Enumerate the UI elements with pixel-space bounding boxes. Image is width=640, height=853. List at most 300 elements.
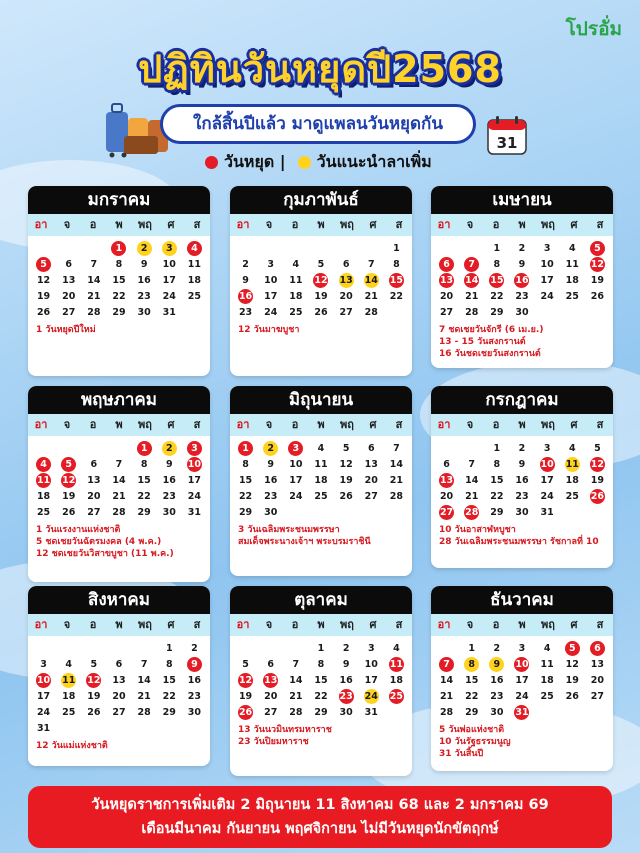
holiday-note: 23 วันปิยมหาราช [238, 737, 309, 747]
day-cell [535, 240, 560, 256]
empty-cell [81, 240, 106, 256]
day-cell [535, 272, 560, 288]
day-number: 2 [493, 642, 501, 654]
day-cell [585, 288, 610, 304]
day-cell [132, 688, 157, 704]
day-cell [459, 456, 484, 472]
day-cell [233, 288, 258, 304]
day-cell [106, 472, 131, 488]
weekday-header [28, 414, 210, 436]
day-number: 13 [590, 658, 605, 670]
holiday-day: 23 [339, 690, 353, 702]
holiday-notes [28, 736, 210, 756]
day-cell [182, 472, 207, 488]
day-number: 13 [364, 458, 378, 470]
day-number: 16 [264, 474, 278, 486]
holiday-note: 12 วันมาฆบูชา [238, 325, 300, 335]
day-number: 27 [264, 706, 278, 718]
day-number: 12 [36, 274, 51, 286]
day-number: 22 [389, 290, 404, 302]
weekday-label: พ [115, 218, 123, 231]
suggested-leave-day: 14 [364, 274, 378, 286]
day-number: 20 [112, 690, 126, 702]
day-cell [308, 672, 333, 688]
day-number: 26 [590, 290, 605, 302]
day-cell [31, 272, 56, 288]
weekday-label: ส [596, 618, 604, 631]
day-number: 4 [543, 642, 551, 654]
day-number: 15 [238, 474, 253, 486]
weekday-label: อา [236, 218, 250, 231]
day-number: 20 [87, 490, 101, 502]
weekday-label: ส [193, 418, 201, 431]
suggested-leave-day: 9 [489, 657, 504, 672]
day-number: 27 [364, 490, 378, 502]
day-cell [258, 672, 283, 688]
day-cell [31, 456, 56, 472]
day-number: 31 [540, 506, 554, 518]
weekday-label: ส [596, 218, 604, 231]
day-cell [233, 488, 258, 504]
holiday-day: 10 [515, 658, 529, 670]
holiday-day: 26 [590, 490, 605, 502]
day-number: 28 [364, 306, 378, 318]
day-number: 2 [518, 442, 526, 454]
day-number: 29 [490, 506, 504, 518]
day-number: 22 [490, 490, 504, 502]
day-number: 26 [314, 306, 328, 318]
weekday-label: พฤ [340, 618, 354, 631]
holiday-note: สมเด็จพระนางเจ้าฯ พระบรมราชินี [238, 537, 371, 547]
day-grid [28, 236, 210, 320]
month-name: มกราคม [28, 186, 210, 214]
day-cell [384, 456, 409, 472]
holiday-day: 26 [238, 706, 253, 718]
day-number: 30 [264, 506, 278, 518]
day-cell [560, 240, 585, 256]
day-number: 4 [317, 442, 325, 454]
day-cell [384, 240, 409, 256]
day-cell [283, 672, 308, 688]
weekday-label: พฤ [541, 218, 555, 231]
day-number: 17 [36, 690, 51, 702]
day-number: 18 [314, 474, 328, 486]
day-cell [459, 672, 484, 688]
day-number: 23 [515, 290, 529, 302]
day-number: 3 [267, 258, 275, 270]
holiday-note: 3 วันเฉลิมพระชนมพรรษา [238, 525, 340, 535]
day-cell [81, 656, 106, 672]
day-cell [81, 504, 106, 520]
empty-cell [106, 440, 131, 456]
footer-line-1: วันหยุดราชการเพิ่มเติม 2 มิถุนายน 11 สิงหาคม 68 และ 2 มกราคม 69 [91, 797, 549, 813]
day-number: 6 [115, 658, 123, 670]
day-grid [230, 636, 412, 720]
day-number: 14 [465, 474, 479, 486]
day-number: 8 [317, 658, 325, 670]
day-cell [359, 256, 384, 272]
day-number: 14 [137, 674, 151, 686]
empty-cell [81, 640, 106, 656]
holiday-dot-icon [205, 156, 218, 169]
holiday-day: 3 [187, 441, 202, 456]
day-number: 8 [165, 658, 173, 670]
day-number: 6 [367, 442, 375, 454]
empty-cell [31, 240, 56, 256]
day-number: 24 [540, 490, 554, 502]
day-cell [334, 288, 359, 304]
day-number: 22 [490, 290, 504, 302]
day-number: 29 [465, 706, 479, 718]
weekday-label: ส [596, 418, 604, 431]
day-number: 21 [465, 490, 479, 502]
day-number: 20 [364, 474, 378, 486]
day-cell [434, 672, 459, 688]
empty-cell [233, 240, 258, 256]
weekday-label: ศ [570, 418, 578, 431]
holiday-note: 1 วันแรงงานแห่งชาติ [36, 525, 121, 535]
calendar-icon-number: 31 [496, 134, 518, 152]
day-cell [560, 456, 585, 472]
day-cell [56, 704, 81, 720]
day-cell [560, 488, 585, 504]
day-number: 20 [439, 490, 454, 502]
day-number: 2 [191, 642, 198, 654]
day-cell [308, 488, 333, 504]
day-cell [31, 688, 56, 704]
day-cell [132, 440, 157, 456]
holiday-day: 4 [187, 241, 202, 256]
day-number: 23 [490, 690, 504, 702]
day-number: 14 [289, 674, 303, 686]
holiday-day: 13 [439, 474, 454, 486]
day-number: 19 [62, 490, 76, 502]
day-number: 15 [490, 474, 504, 486]
month-card [28, 186, 210, 376]
day-cell [585, 656, 610, 672]
day-cell [484, 488, 509, 504]
day-cell [233, 656, 258, 672]
day-number: 9 [518, 258, 526, 270]
day-number: 15 [465, 674, 479, 686]
day-cell [157, 688, 182, 704]
weekday-label: ศ [369, 418, 377, 431]
day-cell [157, 704, 182, 720]
empty-cell [434, 240, 459, 256]
day-cell [509, 672, 534, 688]
day-cell [384, 656, 409, 672]
day-number: 7 [90, 258, 98, 270]
day-number: 8 [493, 258, 501, 270]
weekday-label: อา [236, 618, 250, 631]
weekday-label: จ [63, 418, 71, 431]
day-cell [258, 272, 283, 288]
day-number: 22 [112, 290, 126, 302]
day-number: 20 [62, 290, 76, 302]
day-number: 2 [342, 642, 350, 654]
day-number: 5 [90, 658, 98, 670]
day-number: 6 [342, 258, 350, 270]
day-cell [233, 256, 258, 272]
day-number: 8 [393, 258, 400, 270]
day-number: 5 [317, 258, 325, 270]
day-cell [157, 672, 182, 688]
holiday-day: 16 [515, 274, 529, 286]
holiday-note: 12 ชดเชยวันวิสาขบูชา (11 พ.ค.) [36, 549, 174, 559]
weekday-label: พ [317, 418, 325, 431]
weekday-label: อา [437, 218, 451, 231]
weekday-label: ศ [369, 218, 377, 231]
day-cell [308, 272, 333, 288]
day-number: 6 [90, 458, 98, 470]
weekday-label: ศ [167, 618, 175, 631]
day-number: 2 [242, 258, 249, 270]
holiday-day: 6 [439, 257, 454, 272]
day-cell [560, 672, 585, 688]
day-number: 18 [389, 674, 404, 686]
day-number: 18 [187, 274, 202, 286]
day-number: 19 [565, 674, 579, 686]
weekday-label: ศ [570, 218, 578, 231]
day-number: 5 [594, 442, 601, 454]
day-grid [230, 236, 412, 320]
day-number: 16 [515, 474, 529, 486]
day-number: 28 [289, 706, 303, 718]
day-cell [258, 688, 283, 704]
day-number: 27 [87, 506, 101, 518]
weekday-label: ส [193, 618, 201, 631]
weekday-label: พ [518, 218, 526, 231]
day-cell [560, 272, 585, 288]
day-cell [359, 440, 384, 456]
empty-cell [106, 640, 131, 656]
day-cell [359, 688, 384, 704]
holiday-notes [230, 520, 412, 552]
day-cell [81, 688, 106, 704]
weekday-label: พฤ [340, 418, 354, 431]
day-number: 30 [490, 706, 504, 718]
weekday-label: อ [89, 618, 97, 631]
day-number: 14 [87, 274, 101, 286]
day-cell [535, 256, 560, 272]
day-cell [560, 472, 585, 488]
day-number: 17 [364, 674, 378, 686]
day-number: 18 [289, 290, 303, 302]
empty-cell [56, 440, 81, 456]
month-card [431, 386, 613, 568]
empty-cell [233, 640, 258, 656]
day-number: 10 [289, 458, 303, 470]
day-cell [157, 488, 182, 504]
day-number: 17 [264, 290, 278, 302]
day-number: 25 [187, 290, 202, 302]
day-cell [334, 304, 359, 320]
holiday-day: 28 [465, 506, 479, 518]
day-grid [28, 436, 210, 520]
weekday-label: พ [115, 618, 123, 631]
day-number: 4 [292, 258, 300, 270]
weekday-label: พฤ [138, 618, 152, 631]
day-cell [31, 256, 56, 272]
day-number: 10 [264, 274, 278, 286]
day-number: 17 [515, 674, 529, 686]
holiday-day: 16 [238, 290, 253, 302]
day-cell [585, 440, 610, 456]
day-number: 11 [289, 274, 303, 286]
day-number: 25 [289, 306, 303, 318]
day-cell [81, 304, 106, 320]
day-number: 31 [36, 722, 51, 734]
holiday-day: 15 [490, 274, 504, 286]
day-cell [535, 288, 560, 304]
legend-suggested-label: วันแนะนำลาเพิ่ม [316, 152, 432, 171]
day-cell [81, 256, 106, 272]
day-cell [535, 672, 560, 688]
empty-cell [56, 240, 81, 256]
day-cell [56, 504, 81, 520]
day-cell [283, 440, 308, 456]
day-cell [157, 240, 182, 256]
day-cell [484, 656, 509, 672]
day-cell [459, 472, 484, 488]
day-cell [106, 272, 131, 288]
day-cell [106, 240, 131, 256]
weekday-label: พ [115, 418, 123, 431]
day-number: 31 [187, 506, 202, 518]
weekday-label: ศ [167, 418, 175, 431]
day-number: 8 [115, 258, 123, 270]
weekday-header [230, 214, 412, 236]
footer-line-2: เดือนมีนาคม กันยายน พฤศจิกายน ไม่มีวันหยุดนักขัตฤกษ์ [141, 821, 499, 837]
day-number: 13 [87, 474, 101, 486]
day-cell [132, 304, 157, 320]
holiday-notes [28, 520, 210, 564]
day-cell [258, 504, 283, 520]
weekday-label: จ [466, 218, 474, 231]
day-cell [56, 488, 81, 504]
day-cell [233, 688, 258, 704]
day-cell [283, 256, 308, 272]
day-cell [56, 304, 81, 320]
day-number: 24 [540, 290, 554, 302]
day-number: 19 [590, 474, 605, 486]
day-number: 22 [238, 490, 253, 502]
day-cell [384, 440, 409, 456]
day-number: 30 [162, 506, 176, 518]
day-cell [132, 456, 157, 472]
day-number: 18 [36, 490, 51, 502]
day-number: 13 [62, 274, 76, 286]
day-number: 1 [317, 642, 325, 654]
day-cell [484, 288, 509, 304]
day-cell [459, 688, 484, 704]
holiday-note: 5 วันพ่อแห่งชาติ [439, 725, 505, 735]
holiday-note: 13 - 15 วันสงกรานต์ [439, 337, 526, 347]
day-number: 7 [393, 442, 400, 454]
month-name: เมษายน [431, 186, 613, 214]
holiday-day: 5 [565, 641, 580, 656]
holiday-note: 10 วันรัฐธรรมนูญ [439, 737, 511, 747]
day-number: 11 [540, 658, 554, 670]
weekday-label: ส [395, 418, 403, 431]
day-cell [560, 688, 585, 704]
day-number: 12 [339, 458, 353, 470]
day-number: 3 [518, 642, 526, 654]
day-cell [283, 488, 308, 504]
day-number: 10 [162, 258, 176, 270]
day-number: 21 [137, 690, 151, 702]
weekday-header [28, 214, 210, 236]
day-cell [182, 704, 207, 720]
day-number: 3 [543, 242, 551, 254]
day-number: 29 [238, 506, 253, 518]
day-number: 18 [565, 274, 579, 286]
day-number: 19 [590, 274, 605, 286]
day-cell [81, 272, 106, 288]
day-number: 6 [65, 258, 73, 270]
day-number: 15 [137, 474, 151, 486]
day-number: 5 [342, 442, 350, 454]
day-number: 17 [540, 274, 554, 286]
day-cell [434, 304, 459, 320]
weekday-label: จ [265, 218, 273, 231]
holiday-note: 12 วันแม่แห่งชาติ [36, 741, 108, 751]
day-cell [182, 272, 207, 288]
day-number: 9 [267, 458, 275, 470]
footer-banner [28, 786, 612, 848]
day-number: 31 [364, 706, 378, 718]
suggested-leave-day: 24 [364, 690, 378, 702]
holiday-day: 3 [288, 441, 303, 456]
weekday-label: จ [265, 618, 273, 631]
day-number: 26 [87, 706, 101, 718]
day-cell [233, 472, 258, 488]
holiday-day: 1 [137, 441, 152, 456]
day-number: 24 [36, 706, 51, 718]
day-number: 31 [162, 306, 176, 318]
day-number: 16 [162, 474, 176, 486]
day-number: 30 [137, 306, 151, 318]
day-number: 1 [493, 242, 501, 254]
day-number: 10 [364, 658, 378, 670]
day-cell [560, 640, 585, 656]
empty-cell [334, 240, 359, 256]
day-cell [384, 488, 409, 504]
day-number: 23 [264, 490, 278, 502]
empty-cell [81, 440, 106, 456]
day-number: 14 [112, 474, 126, 486]
day-number: 1 [165, 642, 173, 654]
day-number: 7 [115, 458, 123, 470]
month-card [230, 586, 412, 776]
day-cell [157, 272, 182, 288]
weekday-label: จ [63, 618, 71, 631]
day-cell [308, 472, 333, 488]
day-cell [459, 656, 484, 672]
day-cell [434, 472, 459, 488]
month-name: กรกฎาคม [431, 386, 613, 414]
month-name: ตุลาคม [230, 586, 412, 614]
day-cell [258, 256, 283, 272]
day-number: 26 [339, 490, 353, 502]
day-number: 30 [515, 506, 529, 518]
day-cell [560, 440, 585, 456]
holiday-day: 7 [464, 257, 479, 272]
day-cell [106, 256, 131, 272]
day-cell [106, 288, 131, 304]
day-number: 7 [292, 658, 300, 670]
month-name: กุมภาพันธ์ [230, 186, 412, 214]
